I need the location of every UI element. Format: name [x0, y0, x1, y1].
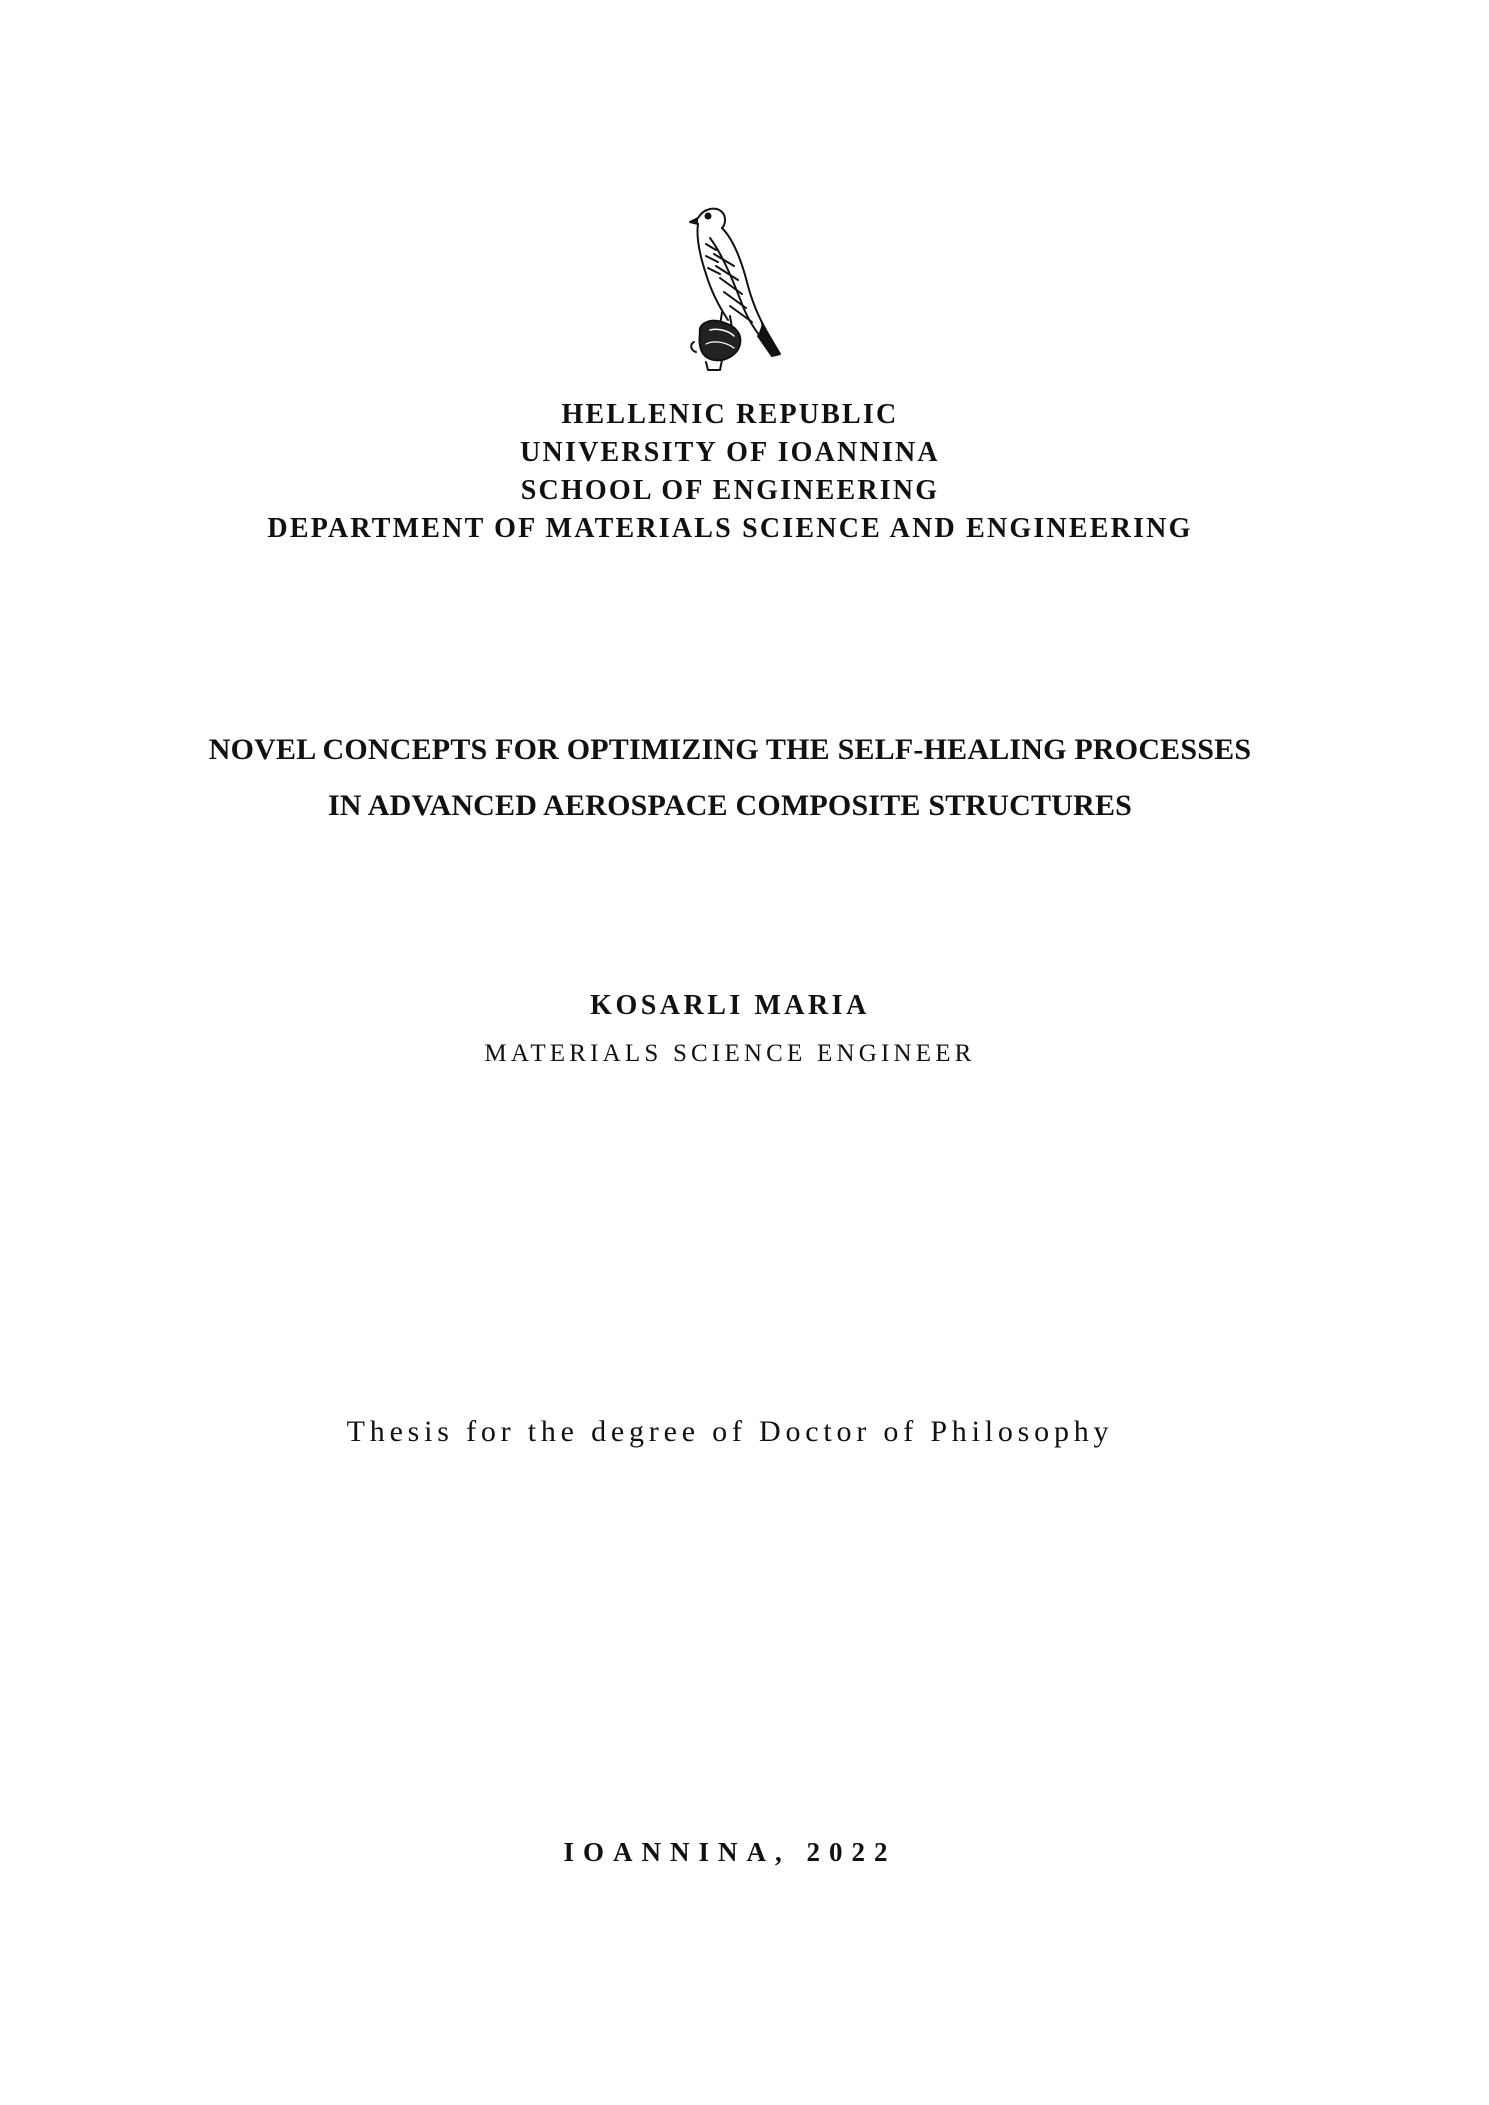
institution-block: [0, 396, 1460, 548]
place-and-year: IOANNINA, 2022: [563, 1837, 897, 1867]
author-name: KOSARLI MARIA: [590, 990, 870, 1021]
thesis-title: [0, 722, 1460, 834]
degree-statement: Thesis for the degree of Doctor of Philosophy: [346, 1415, 1114, 1448]
thesis-title-line-1: NOVEL CONCEPTS FOR OPTIMIZING THE SELF-HEALING PROCESSES: [208, 733, 1252, 766]
thesis-title-line-2: IN ADVANCED AEROSPACE COMPOSITE STRUCTURES: [327, 789, 1133, 822]
institution-university: UNIVERSITY OF IOANNINA: [520, 437, 940, 468]
owl-emblem-icon: [676, 204, 784, 374]
institution-department: DEPARTMENT OF MATERIALS SCIENCE AND ENGINEERING: [267, 513, 1193, 544]
author-profession: MATERIALS SCIENCE ENGINEER: [484, 1040, 976, 1067]
institution-country: HELLENIC REPUBLIC: [561, 399, 899, 430]
institution-school: SCHOOL OF ENGINEERING: [520, 475, 940, 506]
